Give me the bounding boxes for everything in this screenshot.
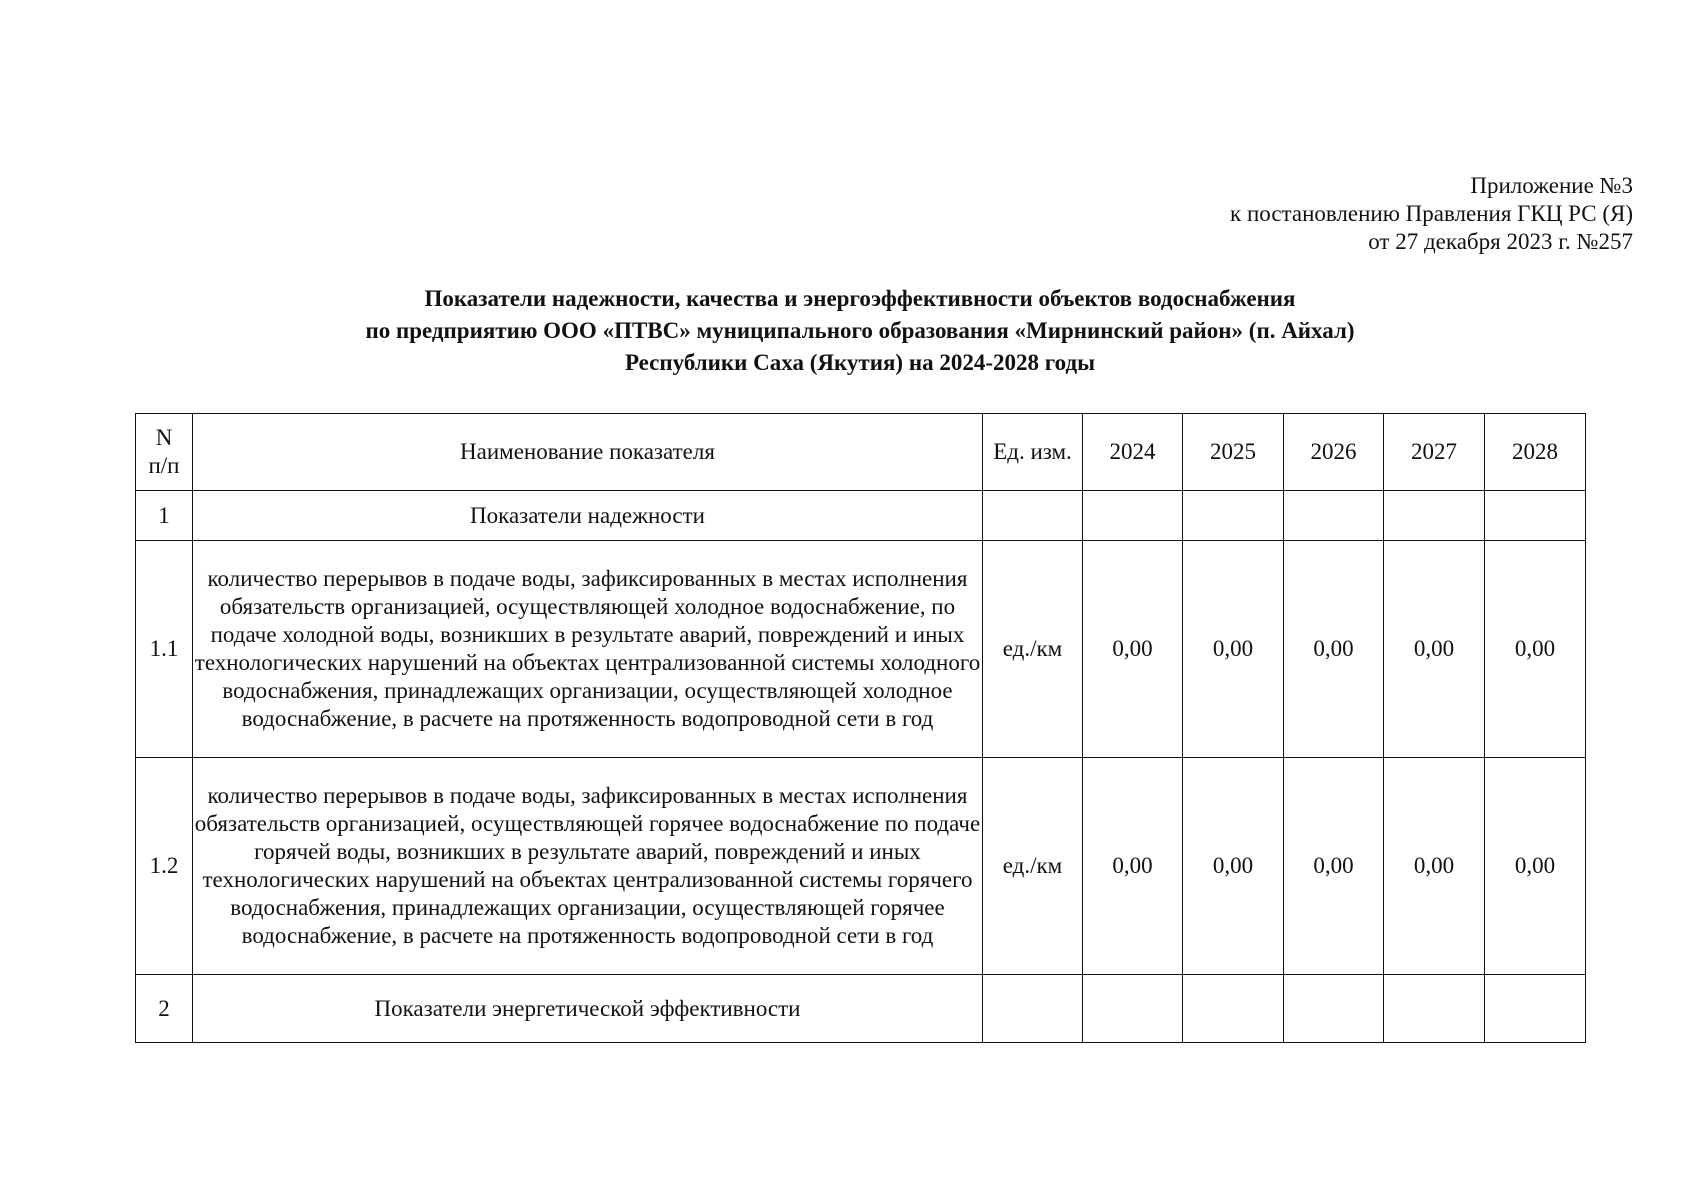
row-value-2028: 0,00: [1485, 758, 1586, 975]
row-number: 2: [136, 975, 193, 1043]
row-number: 1.2: [136, 758, 193, 975]
row-value-2024: [1083, 491, 1183, 541]
row-value-2024: 0,00: [1083, 758, 1183, 975]
row-name: Показатели надежности: [193, 491, 983, 541]
row-unit: ед./км: [983, 541, 1083, 758]
table-header-row: [136, 414, 1586, 491]
appendix-resolution: к постановлению Правления ГКЦ РС (Я): [1230, 201, 1633, 226]
header-year-2025: 2025: [1183, 414, 1284, 491]
row-value-2025: [1183, 975, 1284, 1043]
row-value-2027: 0,00: [1384, 758, 1485, 975]
row-name: Показатели энергетической эффективности: [193, 975, 983, 1043]
row-value-2027: 0,00: [1384, 541, 1485, 758]
header-year-2026: 2026: [1284, 414, 1384, 491]
title-line-2: по предприятию ООО «ПТВС» муниципального образования «Мирнинский район» (п. Айхал): [365, 318, 1355, 343]
header-number: [136, 414, 193, 491]
document-title: [135, 283, 1585, 379]
row-number: 1.1: [136, 541, 193, 758]
row-value-2028: [1485, 975, 1586, 1043]
row-value-2027: [1384, 975, 1485, 1043]
row-value-2024: 0,00: [1083, 541, 1183, 758]
table-row: [136, 541, 1586, 758]
row-unit: ед./км: [983, 758, 1083, 975]
row-unit: [983, 975, 1083, 1043]
row-unit: [983, 491, 1083, 541]
row-value-2026: 0,00: [1284, 541, 1384, 758]
row-value-2026: [1284, 975, 1384, 1043]
table-row: [136, 975, 1586, 1043]
row-value-2025: [1183, 491, 1284, 541]
row-value-2025: 0,00: [1183, 758, 1284, 975]
appendix-number: Приложение №3: [1470, 173, 1633, 198]
row-value-2027: [1384, 491, 1485, 541]
indicators-table: [135, 413, 1586, 1043]
row-value-2026: [1284, 491, 1384, 541]
row-number: 1: [136, 491, 193, 541]
header-number-line-1: N: [155, 425, 173, 450]
row-name: количество перерывов в подаче воды, зафиксированных в местах исполнения обязательств организацией, осуществляющей холодное водоснабжение, по подаче холодной воды, возникших в результате аварий, повреждений и иных технологических нарушений на объектах централизованной системы холодного водоснабжения, принадлежащих организации, осуществляющей холодное водоснабжение, в расчете на протяженность водопроводной сети в год: [193, 541, 983, 758]
header-year-2027: 2027: [1384, 414, 1485, 491]
header-year-2028: 2028: [1485, 414, 1586, 491]
header-year-2024: 2024: [1083, 414, 1183, 491]
header-name: Наименование показателя: [193, 414, 983, 491]
row-value-2025: 0,00: [1183, 541, 1284, 758]
table-row: [136, 758, 1586, 975]
header-unit: Ед. изм.: [983, 414, 1083, 491]
table-row: [136, 491, 1586, 541]
row-name: количество перерывов в подаче воды, зафиксированных в местах исполнения обязательств организацией, осуществляющей горячее водоснабжение по подаче горячей воды, возникших в результате аварий, повреждений и иных технологических нарушений на объектах централизованной системы горячего водоснабжения, принадлежащих организации, осуществляющей горячее водоснабжение, в расчете на протяженность водопроводной сети в год: [193, 758, 983, 975]
row-value-2028: 0,00: [1485, 541, 1586, 758]
appendix-date: от 27 декабря 2023 г. №257: [1368, 229, 1633, 254]
row-value-2026: 0,00: [1284, 758, 1384, 975]
appendix-reference: [1230, 172, 1633, 256]
title-line-3: Республики Саха (Якутия) на 2024-2028 годы: [624, 350, 1096, 375]
header-number-line-2: п/п: [148, 453, 180, 478]
row-value-2028: [1485, 491, 1586, 541]
row-value-2024: [1083, 975, 1183, 1043]
title-line-1: Показатели надежности, качества и энергоэффективности объектов водоснабжения: [424, 286, 1296, 311]
